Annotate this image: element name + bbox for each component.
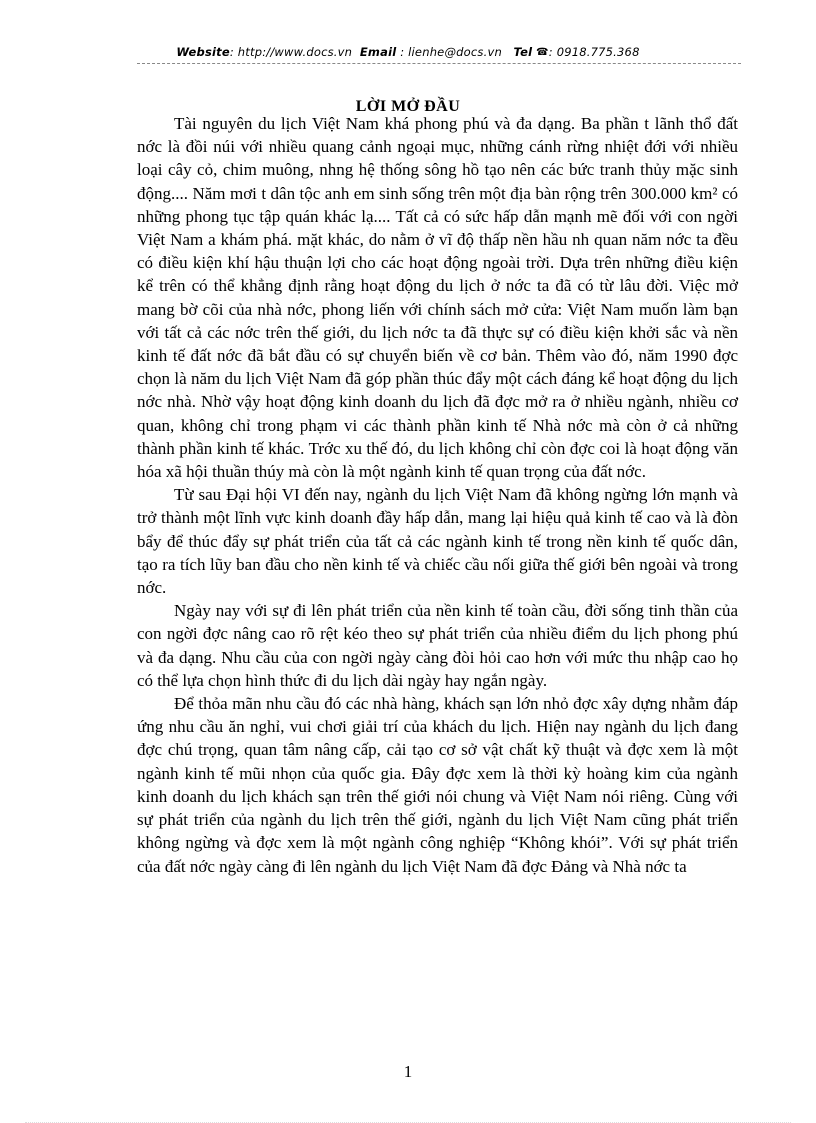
document-body bbox=[137, 112, 738, 878]
page-number: 1 bbox=[403, 1062, 413, 1081]
tel-label: Tel bbox=[513, 45, 533, 59]
paragraph-2: Từ sau Đại hội VI đến nay, ngành du lịch Việt Nam đã không ngừng lớn mạnh và trở thành một lĩnh vực kinh doanh đầy hấp dẫn, mang lại hiệu quả kinh tế cao và là đòn bẩy để thúc đẩy sự phát triển của tất cả các ngành kinh tế trong nền kinh tế quốc dân, tạo ra tích lũy ban đầu cho nền kinh tế và chiếc cầu nối giữa thế giới bên ngoài và trong nớc. bbox=[137, 485, 738, 598]
tel-value: : 0918.775.368 bbox=[548, 45, 640, 59]
website-link[interactable]: : http://www.docs.vn bbox=[229, 45, 353, 59]
paragraph-4: Để thỏa mãn nhu cầu đó các nhà hàng, khách sạn lớn nhỏ đợc xây dựng nhằm đáp ứng nhu cầu ăn nghỉ, vui chơi giải trí của khách du lịch. Hiện nay ngành du lịch đang đợc chú trọng, quan tâm nâng cấp, cải tạo cơ sở vật chất kỹ thuật và đợc xem là một ngành kinh tế mũi nhọn của quốc gia. Đây đợc xem là thời kỳ hoàng kim của ngành kinh doanh du lịch khách sạn trên thế giới nói chung và Việt Nam nói riêng. Cùng với sự phát triển của ngành du lịch trên thế giới, ngành du lịch Việt Nam cũng phát triển không ngừng và đợc xem là một ngành công nghiệp “Không khói”. Với sự phát triển của đất nớc ngày càng đi lên ngành du lịch Việt Nam đã đợc Đảng và Nhà nớc ta bbox=[137, 694, 738, 876]
header-divider bbox=[137, 63, 741, 64]
document-title: LỜI MỞ ĐẦU bbox=[355, 98, 461, 115]
page-header bbox=[0, 45, 816, 59]
email-link[interactable]: : lienhe@docs.vn bbox=[396, 45, 502, 59]
phone-icon: ☎ bbox=[536, 47, 549, 58]
email-label: Email bbox=[359, 45, 397, 59]
paragraph-3: Ngày nay với sự đi lên phát triển của nền kinh tế toàn cầu, đời sống tinh thần của con ngời đợc nâng cao rõ rệt kéo theo sự phát triển của nhiều điểm du lịch phong phú và đa dạng. Nhu cầu của con ngời ngày càng đòi hỏi cao hơn với mức thu nhập cao họ có thể lựa chọn hình thức đi du lịch dài ngày hay ngắn ngày. bbox=[137, 601, 738, 690]
website-label: Website bbox=[176, 45, 230, 59]
paragraph-1: Tài nguyên du lịch Việt Nam khá phong phú và đa dạng. Ba phần t lãnh thổ đất nớc là đồi núi với nhiều quang cảnh ngoại mục, những cánh rừng nhiệt đới với nhiều loại cây cỏ, chim muông, nhng hệ thống sông hồ tạo nên các bức tranh thủy mặc sinh động.... Năm mơi t dân tộc anh em sinh sống trên một địa bàn rộng trên 300.000 km² có những phong tục tập quán khác lạ.... Tất cả có sức hấp dẫn mạnh mẽ đối với con ngời Việt Nam a khám phá. mặt khác, do nằm ở vĩ độ thấp nền hầu nh quan năm nớc ta đều có điều kiện khí hậu thuận lợi cho các hoạt động ngoài trời. Dựa trên những điều kiện kể trên có thể khẳng định rằng hoạt động du lịch ở nớc ta đã có từ lâu đời. Việc mở mang bờ cõi của nhà nớc, phong liến với chính sách mở cửa: Việt Nam muốn làm bạn với tất cả các nớc trên thế giới, du lịch nớc ta đã thực sự có điều kiện khởi sắc và nền kinh tế đất nớc đã bắt đầu có sự chuyển biến về cơ bản. Thêm vào đó, năm 1990 đợc chọn là năm du lịch Việt Nam đã góp phần thúc đẩy một cách đáng kể hoạt động du lịch nớc nhà. Nhờ vậy hoạt động kinh doanh du lịch đã đợc mở ra ở nhiều ngành, nhiều cơ quan, không chỉ trong phạm vi các thành phần kinh tế Nhà nớc mà còn ở cả những thành phần kinh tế khác. Trớc xu thế đó, du lịch không chỉ còn đợc coi là hoạt động văn hóa xã hội thuần thúy mà còn là một ngành kinh tế quan trọng của đất nớc. bbox=[137, 114, 738, 482]
